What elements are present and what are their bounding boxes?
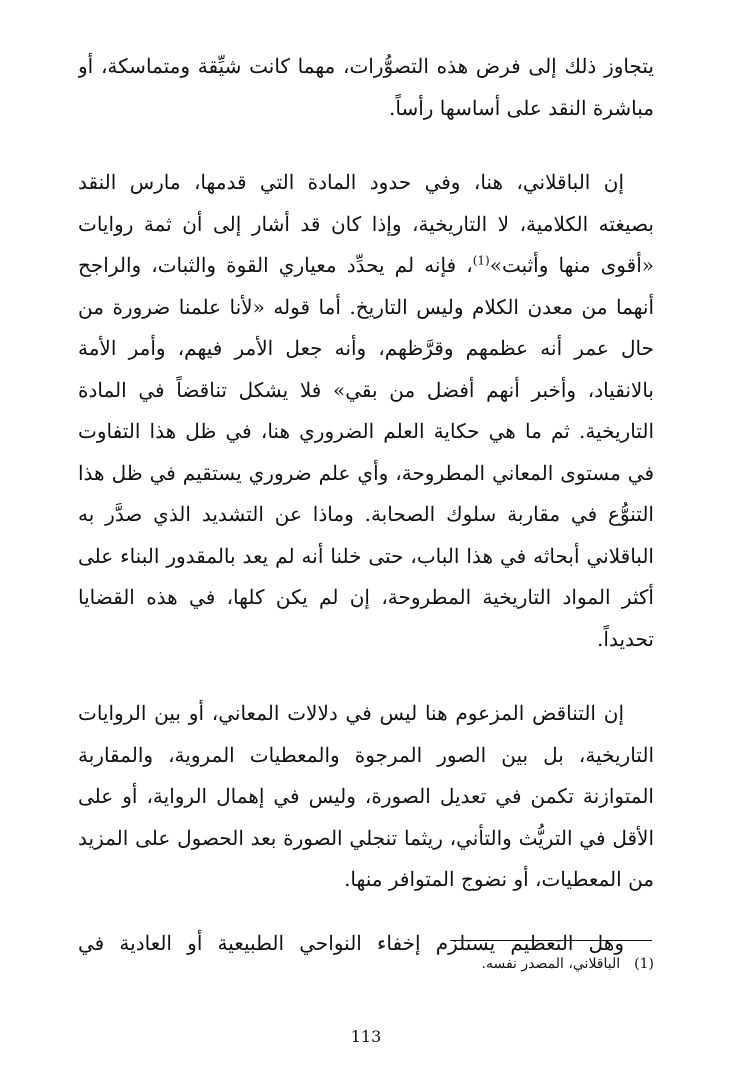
text-line: إن التناقض المزعوم هنا ليس في دلالات المعاني، أو بين الروايات [78,701,624,725]
footnote-number: (1) [634,956,654,972]
text-line: الأقل في التريُّث والتأني، ريثما تنجلي الصورة بعد الحصول على المزيد [78,825,654,850]
paragraph-3 [78,693,654,901]
paragraph-gap [78,660,654,693]
text-line: إن الباقلاني، هنا، وفي حدود المادة التي قدمها، مارس النقد [78,170,624,194]
paragraph-2 [78,162,654,660]
text-continuation: ، فإنه لم يحدِّد معياري القوة والثبات، والراجح [78,253,473,277]
text-line: بصيغته الكلامية، لا التاريخية، وإذا كان قد أشار إلى أن ثمة روايات [78,211,654,236]
paragraph-gap [78,129,654,162]
footnote-separator [450,940,652,941]
text-line: التاريخية، بل بين الصور المرجوة والمعطيات المروية، والمقاربة [78,742,654,767]
text-line: في مستوى المعاني المطروحة، وأي علم ضروري يستقيم في ظل هذا [78,460,654,485]
text-line: أكثر المواد التاريخية المطروحة، إن لم يكن كلها، في هذه القضايا [78,585,654,609]
text-line: يتجاوز ذلك إلى فرض هذه التصوُّرات، مهما كانت شيِّقة ومتماسكة، أو [78,54,654,78]
text-line: الباقلاني أبحاثه في هذا الباب، حتى خلنا أنه لم يعد بالمقدور البناء على [78,543,654,568]
text-line: تحديداً. [597,626,654,651]
quoted-text: «أقوى منها وأثبت» [489,253,654,277]
footnote-text: الباقلاني، المصدر نفسه. [481,956,621,972]
text-line: مباشرة النقد على أساسها رأساً. [389,95,654,120]
text-line-with-note [78,245,654,287]
text-line: وهل التعظيم يستلزم إخفاء النواحي الطبيعية أو العادية في [78,930,624,955]
text-line: التنوُّع في مقاربة سلوك الصحابة. وماذا عن التشديد الذي صدَّر به [78,502,654,526]
paragraph-gap [78,901,654,923]
text-line: أنهما من معدن الكلام وليس التاريخ. أما قوله «لأنا علمنا ضرورة من [78,294,654,319]
footnote-reference: (1) [472,253,490,268]
text-line: التاريخية. ثم ما هي حكاية العلم الضروري هنا، في ظل هذا التفاوت [78,419,654,443]
text-line: حال عمر أنه عظمهم وقرَّظهم، وأنه جعل الأمر فيهم، وأمر الأمة [78,336,654,360]
page-body [78,46,654,964]
paragraph-1 [78,46,654,129]
page-number: 113 [350,1027,382,1046]
text-line: المتوازنة تكمن في تعديل الصورة، وليس في إهمال الرواية، أو على [78,784,654,808]
footnote [482,952,654,976]
text-line: من المعطيات، أو نضوج المتوافر منها. [344,867,654,891]
text-line: بالانقياد، وأخبر أنهم أفضل من بقي» فلا يشكل تناقضاً في المادة [78,377,654,402]
